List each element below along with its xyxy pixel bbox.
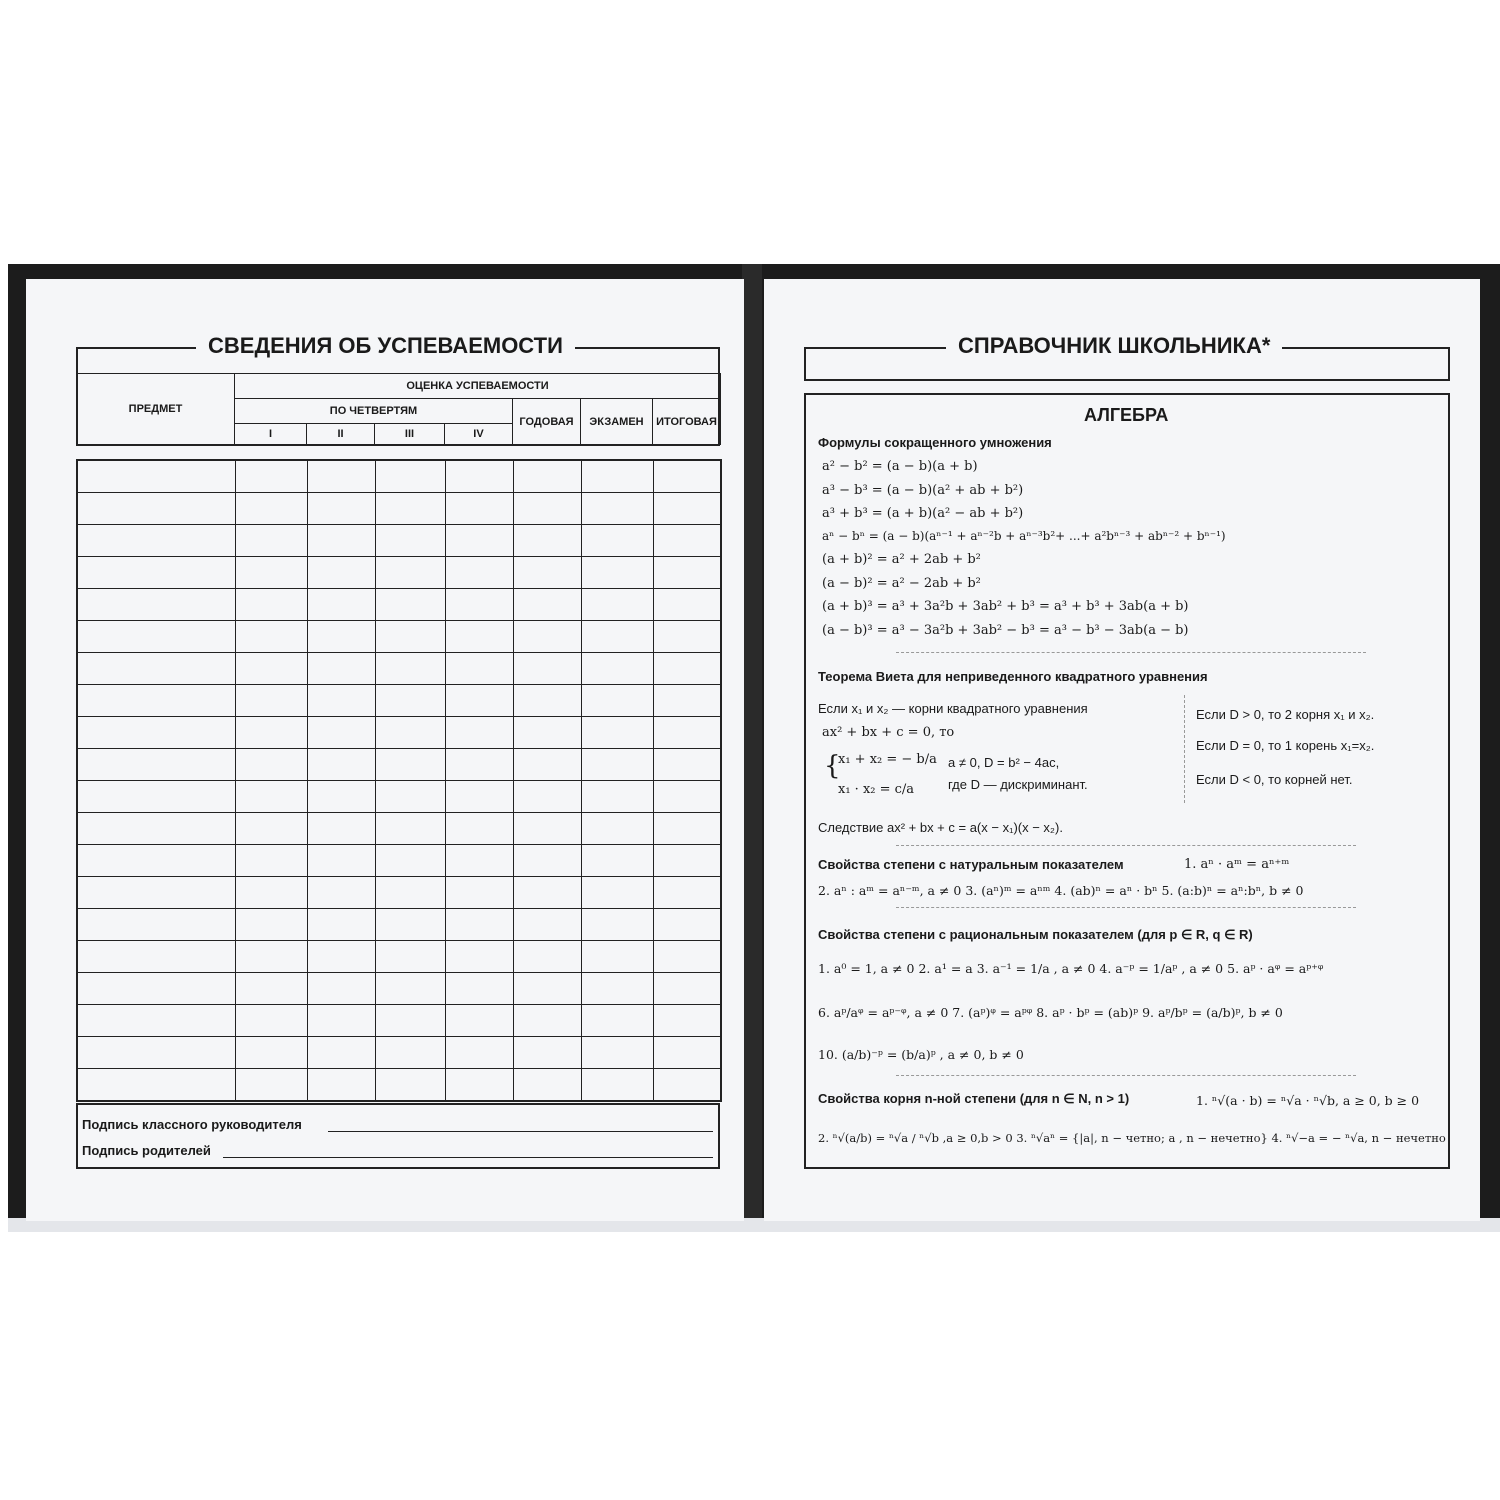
grade-cell[interactable] — [375, 557, 445, 589]
grade-cell[interactable] — [235, 1037, 307, 1069]
grade-cell[interactable] — [307, 973, 375, 1005]
grade-cell[interactable] — [307, 557, 375, 589]
grade-cell[interactable] — [307, 781, 375, 813]
grade-row — [77, 525, 721, 557]
grade-cell[interactable] — [307, 845, 375, 877]
grade-cell[interactable] — [235, 877, 307, 909]
grade-cell[interactable] — [653, 781, 721, 813]
col-grades: ОЦЕНКА УСПЕВАЕМОСТИ — [235, 374, 721, 399]
grade-cell[interactable] — [375, 941, 445, 973]
grade-cell[interactable] — [235, 1069, 307, 1102]
vieta-corollary: Следствие ax² + bx + c = a(x − x₁)(x − x₂). — [818, 820, 1063, 835]
grade-cell[interactable] — [445, 781, 513, 813]
algebra-box — [804, 393, 1450, 1169]
notebook-spine — [742, 264, 762, 1232]
grade-cell[interactable] — [581, 973, 653, 1005]
grade-cell[interactable] — [235, 557, 307, 589]
grade-cell[interactable] — [513, 525, 581, 557]
grade-cell[interactable] — [307, 813, 375, 845]
grade-cell[interactable] — [307, 525, 375, 557]
grade-cell[interactable] — [235, 845, 307, 877]
signature-box — [76, 1103, 720, 1169]
vieta-cond: a ≠ 0, D = b² − 4ac, — [948, 755, 1060, 770]
grade-cell[interactable] — [445, 621, 513, 653]
grade-cell[interactable] — [513, 653, 581, 685]
quarter-4: IV — [445, 424, 513, 445]
grade-cell[interactable] — [581, 493, 653, 525]
grade-cell[interactable] — [445, 845, 513, 877]
grade-cell[interactable] — [581, 589, 653, 621]
grade-cell[interactable] — [375, 781, 445, 813]
grade-row — [77, 621, 721, 653]
subject-cell[interactable] — [77, 973, 235, 1005]
grade-cell[interactable] — [581, 685, 653, 717]
sign-parents-label: Подпись родителей — [82, 1143, 211, 1158]
grade-cell[interactable] — [581, 525, 653, 557]
grade-cell[interactable] — [307, 589, 375, 621]
grade-cell[interactable] — [235, 1005, 307, 1037]
col-exam: ЭКЗАМЕН — [581, 399, 653, 445]
vieta-sum: x₁ + x₂ = − b/a — [838, 752, 937, 767]
grade-cell[interactable] — [307, 1005, 375, 1037]
grade-row — [77, 1005, 721, 1037]
grade-cell[interactable] — [307, 909, 375, 941]
grade-cell[interactable] — [653, 973, 721, 1005]
grade-cell[interactable] — [375, 621, 445, 653]
grade-cell[interactable] — [235, 493, 307, 525]
grade-cell[interactable] — [235, 941, 307, 973]
grade-row — [77, 781, 721, 813]
grade-cell[interactable] — [653, 1005, 721, 1037]
grade-cell[interactable] — [375, 973, 445, 1005]
grade-cell[interactable] — [653, 685, 721, 717]
subject-cell[interactable] — [77, 941, 235, 973]
grade-cell[interactable] — [445, 1005, 513, 1037]
subject-cell[interactable] — [77, 685, 235, 717]
quarter-3: III — [375, 424, 445, 445]
grade-cell[interactable] — [513, 1005, 581, 1037]
grade-cell[interactable] — [653, 493, 721, 525]
subject-cell[interactable] — [77, 877, 235, 909]
grade-cell[interactable] — [581, 717, 653, 749]
grade-cell[interactable] — [513, 749, 581, 781]
grade-cell[interactable] — [235, 621, 307, 653]
reference-title-box — [804, 333, 1450, 381]
grade-cell[interactable] — [375, 589, 445, 621]
grade-cell[interactable] — [445, 813, 513, 845]
grade-cell[interactable] — [445, 557, 513, 589]
root-props: 2. ⁿ√(a/b) = ⁿ√a / ⁿ√b ,a ≥ 0,b > 0 3. ⁿ√aⁿ = {|a|, n − четно; a , n − нечетно} 4. ⁿ√−a = − ⁿ√a, n − нечетно — [818, 1131, 1446, 1145]
right-page-title: СПРАВОЧНИК ШКОЛЬНИКА* — [946, 333, 1282, 359]
divider — [896, 907, 1356, 908]
vieta-disc: где D — дискриминант. — [948, 777, 1088, 792]
grade-cell[interactable] — [375, 1069, 445, 1102]
grade-cell[interactable] — [653, 941, 721, 973]
grade-cell[interactable] — [307, 685, 375, 717]
vieta-line1: Если x₁ и x₂ — корни квадратного уравнения — [818, 701, 1088, 716]
grade-cell[interactable] — [307, 1037, 375, 1069]
grade-cell[interactable] — [307, 493, 375, 525]
grade-cell[interactable] — [235, 909, 307, 941]
subject-cell[interactable] — [77, 845, 235, 877]
subject-cell[interactable] — [77, 493, 235, 525]
grade-row — [77, 749, 721, 781]
subject-cell[interactable] — [77, 460, 235, 493]
grade-cell[interactable] — [445, 493, 513, 525]
left-page-title: СВЕДЕНИЯ ОБ УСПЕВАЕМОСТИ — [196, 333, 575, 359]
grade-cell[interactable] — [445, 941, 513, 973]
grade-cell[interactable] — [375, 460, 445, 493]
grade-cell[interactable] — [653, 1069, 721, 1102]
subject-cell[interactable] — [77, 909, 235, 941]
grade-cell[interactable] — [513, 621, 581, 653]
grade-cell[interactable] — [653, 589, 721, 621]
grade-cell[interactable] — [445, 460, 513, 493]
grade-cell[interactable] — [445, 717, 513, 749]
grade-cell[interactable] — [445, 973, 513, 1005]
grade-row — [77, 653, 721, 685]
grade-cell[interactable] — [581, 557, 653, 589]
grade-cell[interactable] — [235, 460, 307, 493]
grade-cell[interactable] — [375, 813, 445, 845]
col-year: ГОДОВАЯ — [513, 399, 581, 445]
root-heading: Свойства корня n-ной степени (для n ∈ N, n > 1) — [818, 1091, 1130, 1106]
grade-cell[interactable] — [513, 685, 581, 717]
grade-cell[interactable] — [581, 877, 653, 909]
subject-cell[interactable] — [77, 749, 235, 781]
abbrev-formula: (a + b)³ = a³ + 3a²b + 3ab² + b³ = a³ + b³ + 3ab(a + b) — [822, 599, 1189, 614]
grade-cell[interactable] — [375, 877, 445, 909]
grade-cell[interactable] — [513, 1069, 581, 1102]
col-subject: ПРЕДМЕТ — [77, 374, 235, 445]
grade-row — [77, 493, 721, 525]
grade-cell[interactable] — [445, 1037, 513, 1069]
natural-prop-1: 1. aⁿ · aᵐ = aⁿ⁺ᵐ — [1184, 857, 1290, 872]
grade-row — [77, 1069, 721, 1102]
grade-cell[interactable] — [513, 941, 581, 973]
grade-cell[interactable] — [581, 749, 653, 781]
vieta-r3: Если D < 0, то корней нет. — [1196, 772, 1353, 787]
grade-row — [77, 845, 721, 877]
grade-row — [77, 973, 721, 1005]
grade-cell[interactable] — [653, 557, 721, 589]
grade-cell[interactable] — [307, 749, 375, 781]
abbrev-formula: a² − b² = (a − b)(a + b) — [822, 459, 978, 474]
grade-cell[interactable] — [375, 749, 445, 781]
grade-cell[interactable] — [445, 877, 513, 909]
grade-cell[interactable] — [653, 813, 721, 845]
grade-cell[interactable] — [581, 460, 653, 493]
grade-cell[interactable] — [513, 813, 581, 845]
grade-cell[interactable] — [235, 525, 307, 557]
vieta-line2: ax² + bx + c = 0, то — [822, 725, 955, 740]
right-page — [764, 279, 1480, 1221]
left-page — [26, 279, 744, 1221]
grade-cell[interactable] — [307, 877, 375, 909]
grade-cell[interactable] — [445, 525, 513, 557]
grade-cell[interactable] — [513, 460, 581, 493]
grade-cell[interactable] — [445, 685, 513, 717]
grade-cell[interactable] — [513, 493, 581, 525]
subject-cell[interactable] — [77, 621, 235, 653]
rational-row-1: 1. a⁰ = 1, a ≠ 0 2. a¹ = a 3. a⁻¹ = 1/a , a ≠ 0 4. a⁻ᵖ = 1/aᵖ , a ≠ 0 5. aᵖ · aᵠ = aᵖ⁺ᵠ — [818, 961, 1324, 976]
grade-cell[interactable] — [375, 717, 445, 749]
grade-cell[interactable] — [653, 1037, 721, 1069]
subject-cell[interactable] — [77, 1037, 235, 1069]
grade-cell[interactable] — [513, 909, 581, 941]
grades-header-box — [76, 333, 720, 446]
grade-cell[interactable] — [653, 877, 721, 909]
grade-cell[interactable] — [307, 621, 375, 653]
grade-cell[interactable] — [513, 589, 581, 621]
grades-grid — [76, 459, 722, 1102]
sign-teacher-line[interactable] — [328, 1131, 713, 1132]
abbrev-formula: a³ − b³ = (a − b)(a² + ab + b²) — [822, 483, 1024, 498]
grade-row — [77, 557, 721, 589]
subject-cell[interactable] — [77, 653, 235, 685]
grade-cell[interactable] — [653, 717, 721, 749]
abbrev-formula: aⁿ − bⁿ = (a − b)(aⁿ⁻¹ + aⁿ⁻²b + aⁿ⁻³b²+ ...+ a²bⁿ⁻³ + abⁿ⁻² + bⁿ⁻¹) — [822, 529, 1226, 543]
abbrev-formula: (a − b)² = a² − 2ab + b² — [822, 576, 981, 591]
grade-cell[interactable] — [581, 909, 653, 941]
grade-cell[interactable] — [653, 621, 721, 653]
grade-cell[interactable] — [375, 653, 445, 685]
vieta-heading: Теорема Виета для неприведенного квадратного уравнения — [818, 669, 1208, 684]
grade-cell[interactable] — [513, 877, 581, 909]
grade-cell[interactable] — [375, 525, 445, 557]
subject-cell[interactable] — [77, 1005, 235, 1037]
abbrev-heading: Формулы сокращенного умножения — [818, 435, 1052, 450]
grade-cell[interactable] — [653, 653, 721, 685]
subject-cell[interactable] — [77, 557, 235, 589]
rational-row-2: 6. aᵖ/aᵠ = aᵖ⁻ᵠ, a ≠ 0 7. (aᵖ)ᵠ = aᵖᵠ 8. aᵖ · bᵖ = (ab)ᵖ 9. aᵖ/bᵖ = (a/b)ᵖ, b ≠ 0 — [818, 1005, 1283, 1020]
grade-cell[interactable] — [581, 653, 653, 685]
grade-row — [77, 589, 721, 621]
grade-cell[interactable] — [581, 1037, 653, 1069]
grade-cell[interactable] — [653, 749, 721, 781]
grade-cell[interactable] — [307, 717, 375, 749]
subject-cell[interactable] — [77, 717, 235, 749]
subject-cell[interactable] — [77, 781, 235, 813]
grade-cell[interactable] — [653, 845, 721, 877]
grade-cell[interactable] — [307, 1069, 375, 1102]
grade-cell[interactable] — [235, 749, 307, 781]
grade-cell[interactable] — [513, 973, 581, 1005]
grade-cell[interactable] — [235, 813, 307, 845]
natural-heading: Свойства степени с натуральным показателем — [818, 857, 1124, 872]
grade-row — [77, 717, 721, 749]
sign-teacher-label: Подпись классного руководителя — [82, 1117, 302, 1132]
grade-cell[interactable] — [653, 460, 721, 493]
grade-cell[interactable] — [307, 941, 375, 973]
grade-cell[interactable] — [375, 1037, 445, 1069]
sign-parents-line[interactable] — [223, 1157, 713, 1158]
grade-cell[interactable] — [375, 845, 445, 877]
grade-cell[interactable] — [445, 909, 513, 941]
grade-cell[interactable] — [513, 557, 581, 589]
grade-cell[interactable] — [235, 781, 307, 813]
grade-row — [77, 1037, 721, 1069]
rational-heading: Свойства степени с рациональным показателем (для p ∈ R, q ∈ R) — [818, 927, 1253, 942]
grade-cell[interactable] — [513, 717, 581, 749]
grade-cell[interactable] — [235, 589, 307, 621]
divider — [896, 845, 1356, 846]
grade-cell[interactable] — [653, 525, 721, 557]
col-quarters: ПО ЧЕТВЕРТЯМ — [235, 399, 513, 424]
quarter-1: I — [235, 424, 307, 445]
grade-row — [77, 941, 721, 973]
grade-cell[interactable] — [581, 813, 653, 845]
quarter-2: II — [307, 424, 375, 445]
grade-cell[interactable] — [581, 1005, 653, 1037]
grade-row — [77, 909, 721, 941]
rational-row-3: 10. (a/b)⁻ᵖ = (b/a)ᵖ , a ≠ 0, b ≠ 0 — [818, 1047, 1024, 1062]
algebra-heading: АЛГЕБРА — [1084, 405, 1169, 425]
grade-cell[interactable] — [235, 717, 307, 749]
subject-cell[interactable] — [77, 589, 235, 621]
grade-cell[interactable] — [513, 1037, 581, 1069]
grade-cell[interactable] — [513, 781, 581, 813]
grade-cell[interactable] — [581, 941, 653, 973]
grade-row — [77, 813, 721, 845]
grades-header-table — [76, 373, 721, 445]
vieta-r1: Если D > 0, то 2 корня x₁ и x₂. — [1196, 707, 1375, 722]
grade-cell[interactable] — [375, 909, 445, 941]
root-prop-1: 1. ⁿ√(a · b) = ⁿ√a · ⁿ√b, a ≥ 0, b ≥ 0 — [1196, 1093, 1420, 1108]
subject-cell[interactable] — [77, 813, 235, 845]
abbrev-formula: (a − b)³ = a³ − 3a²b + 3ab² − b³ = a³ − b³ − 3ab(a − b) — [822, 623, 1189, 638]
grade-cell[interactable] — [307, 460, 375, 493]
grade-cell[interactable] — [581, 1069, 653, 1102]
grade-cell[interactable] — [445, 589, 513, 621]
grade-cell[interactable] — [375, 1005, 445, 1037]
grade-cell[interactable] — [445, 749, 513, 781]
divider — [896, 652, 1366, 653]
grade-row — [77, 460, 721, 493]
col-final: ИТОГОВАЯ — [653, 399, 721, 445]
grade-cell[interactable] — [513, 845, 581, 877]
natural-props: 2. aⁿ : aᵐ = aⁿ⁻ᵐ, a ≠ 0 3. (aⁿ)ᵐ = aⁿᵐ 4. (ab)ⁿ = aⁿ · bⁿ 5. (a:b)ⁿ = aⁿ:bⁿ, b ≠ 0 — [818, 883, 1304, 898]
vieta-r2: Если D = 0, то 1 корень x₁=x₂. — [1196, 738, 1375, 753]
grade-row — [77, 877, 721, 909]
brace-icon: { — [824, 751, 841, 781]
grade-cell[interactable] — [307, 653, 375, 685]
grade-cell[interactable] — [235, 685, 307, 717]
grade-cell[interactable] — [235, 653, 307, 685]
subject-cell[interactable] — [77, 525, 235, 557]
grade-cell[interactable] — [445, 1069, 513, 1102]
grade-cell[interactable] — [653, 909, 721, 941]
grade-cell[interactable] — [375, 685, 445, 717]
divider — [896, 1075, 1356, 1076]
grade-cell[interactable] — [581, 621, 653, 653]
vieta-separator — [1184, 695, 1185, 803]
vieta-prod: x₁ · x₂ = c/a — [838, 782, 915, 797]
grade-cell[interactable] — [445, 653, 513, 685]
grade-cell[interactable] — [581, 781, 653, 813]
grade-cell[interactable] — [235, 973, 307, 1005]
subject-cell[interactable] — [77, 1069, 235, 1102]
abbrev-formula: a³ + b³ = (a + b)(a² − ab + b²) — [822, 506, 1024, 521]
abbrev-formula: (a + b)² = a² + 2ab + b² — [822, 552, 981, 567]
grade-cell[interactable] — [375, 493, 445, 525]
grade-row — [77, 685, 721, 717]
grade-cell[interactable] — [581, 845, 653, 877]
